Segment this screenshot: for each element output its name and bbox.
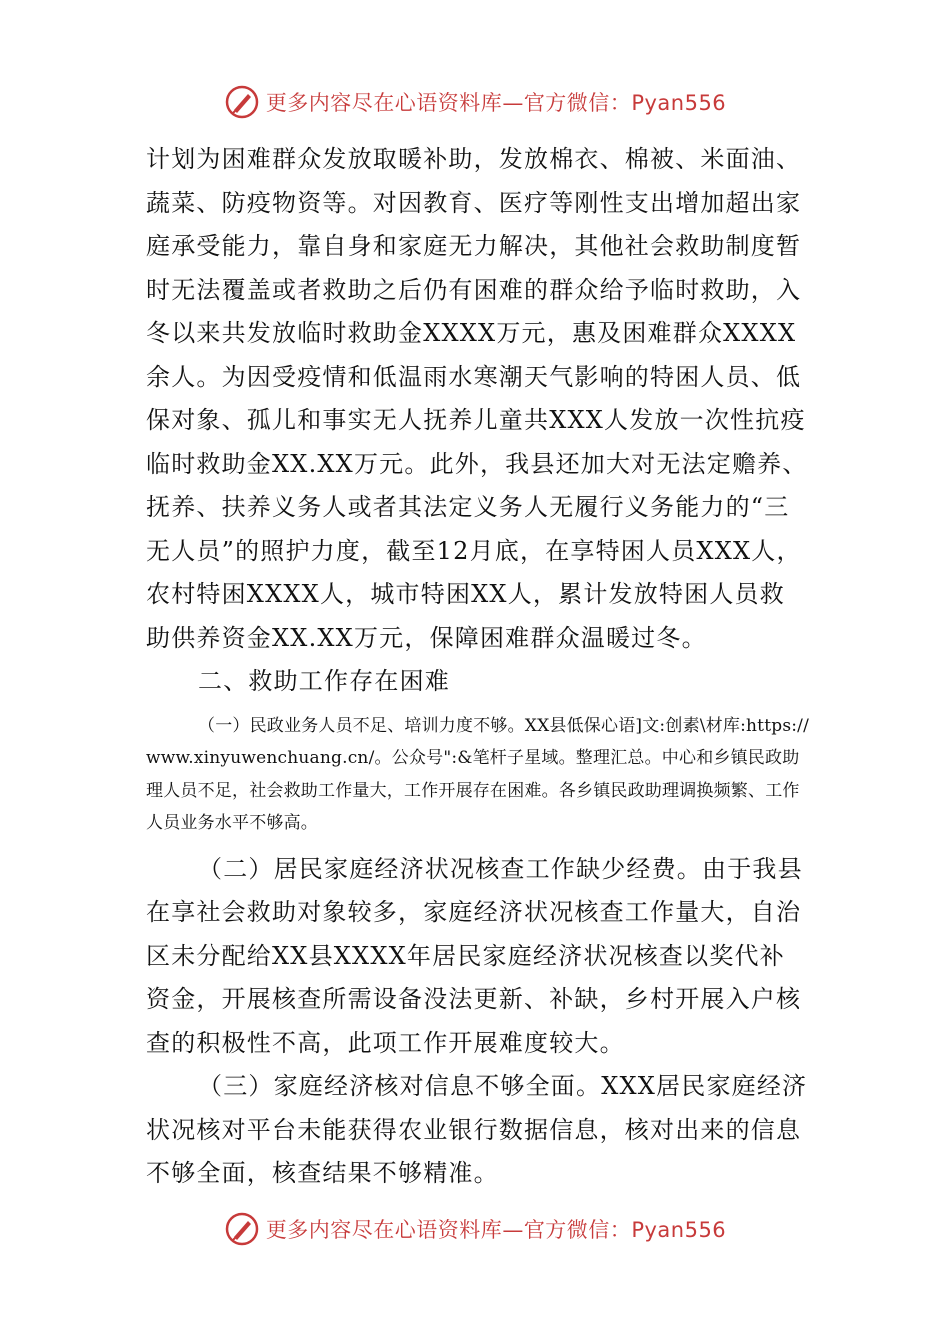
watermark-id: Pyan556 (631, 91, 727, 115)
paragraph-staff-shortage-text: （一）民政业务人员不足、培训力度不够。XX县低保心语]文:创素\材库:https://www.xinyuwenchuang.cn/。公众号":&笔杆子星域。整理汇总。中心和乡镇民政助理人员不足，社会救助工作量大，工作开展存在困难。各乡镇民政助理调换频繁、工作人员业务水平不够高。 (146, 715, 810, 833)
document-body (146, 138, 810, 1196)
paragraph-incomplete-info: （三）家庭经济核对信息不够全面。XXX居民家庭经济状况核对平台未能获得农业银行数据信息，核对出来的信息不够全面，核查结果不够精准。 (146, 1072, 808, 1187)
paragraph-funding-shortage: （二）居民家庭经济状况核查工作缺少经费。由于我县在享社会救助对象较多，家庭经济状况核查工作量大，自治区未分配给XX县XXXX年居民家庭经济状况核查以奖代补资金，开展核查所需设备没法更新、补缺，乡村开展入户核查的积极性不高，此项工作开展难度较大。 (146, 854, 803, 1057)
section-heading-difficulties: 二、救助工作存在困难 (198, 667, 450, 695)
watermark-text (266, 87, 726, 117)
pen-logo-icon (224, 84, 260, 120)
paragraph-staff-shortage (146, 710, 810, 840)
watermark-dash: — (502, 1218, 524, 1242)
watermark-official: 官方微信： (523, 91, 632, 115)
watermark-text (266, 1214, 726, 1244)
paragraph-relief-measures: 计划为困难群众发放取暖补助，发放棉衣、棉被、米面油、蔬菜、防疫物资等。对因教育、医疗等刚性支出增加超出家庭承受能力，靠自身和家庭无力解决，其他社会救助制度暂时无法覆盖或者救助之后仍有困难的群众给予临时救助，入冬以来共发放临时救助金XXXX万元，惠及困难群众XXXX余人。为因受疫情和低温雨水寒潮天气影响的特困人员、低保对象、孤儿和事实无人抚养儿童共XXX人发放一次性抗疫临时救助金XX.XX万元。此外，我县还加大对无法定赡养、抚养、扶养义务人或者其法定义务人无履行义务能力的“三无人员”的照护力度，截至12月底，在享特困人员XXX人，农村特困XXXX人，城市特困XX人，累计发放特困人员救助供养资金XX.XX万元，保障困难群众温暖过冬。 (146, 145, 808, 652)
pen-logo-icon (224, 1211, 260, 1247)
footer-watermark (0, 1207, 950, 1251)
header-watermark (0, 80, 950, 124)
watermark-main: 更多内容尽在心语资料库 (265, 1218, 503, 1242)
watermark-id: Pyan556 (631, 1218, 727, 1242)
watermark-main: 更多内容尽在心语资料库 (265, 91, 503, 115)
watermark-official: 官方微信： (523, 1218, 632, 1242)
watermark-dash: — (502, 91, 524, 115)
